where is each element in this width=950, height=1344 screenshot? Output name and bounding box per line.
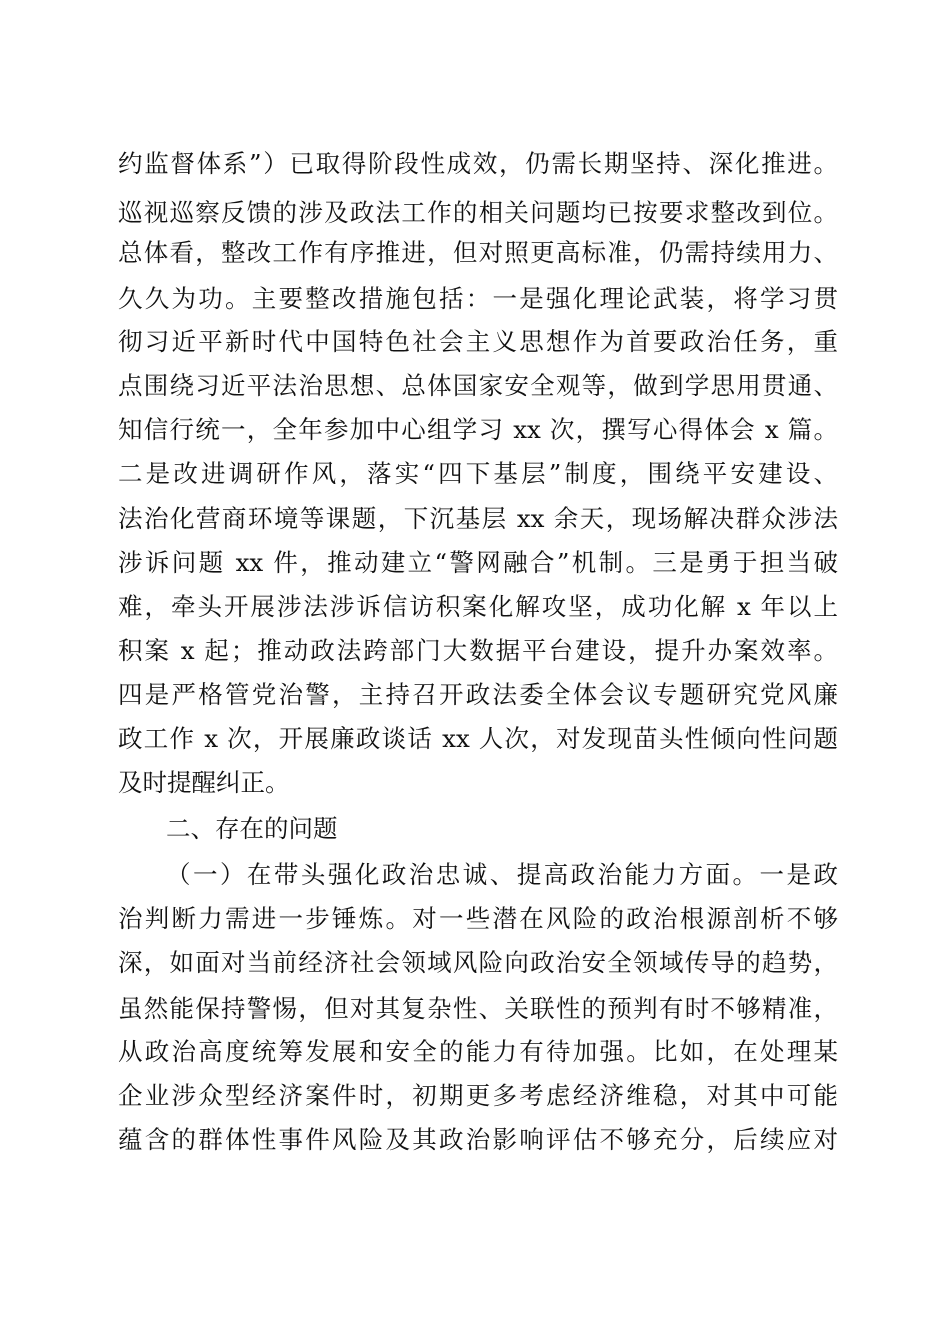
paragraph-line: 积案 x 起；推动政法跨部门大数据平台建设，提升办案效率。 [118,636,838,665]
paragraph-line: 难，牵头开展涉法涉诉信访积案化解攻坚，成功化解 x 年以上 [118,592,838,621]
paragraph-line: 总体看，整改工作有序推进，但对照更高标准，仍需持续用力、 [118,238,838,267]
paragraph-line: 及时提醒纠正。 [118,768,290,797]
paragraph-line: 知信行统一，全年参加中心组学习 xx 次，撰写心得体会 x 篇。 [118,415,838,444]
paragraph-line: 涉诉问题 xx 件，推动建立“警网融合”机制。三是勇于担当破 [118,548,838,577]
paragraph-line: 彻习近平新时代中国特色社会主义思想作为首要政治任务，重 [118,327,838,356]
paragraph-line: 点围绕习近平法治思想、总体国家安全观等，做到学思用贯通、 [118,371,838,400]
paragraph-line: 约监督体系”）已取得阶段性成效，仍需长期坚持、深化推进。 [118,149,838,178]
paragraph-line: （一）在带头强化政治忠诚、提高政治能力方面。一是政 [166,860,838,889]
paragraph-line: 四是严格管党治警，主持召开政法委全体会议专题研究党风廉 [118,680,838,709]
paragraph-line: 虽然能保持警惕，但对其复杂性、关联性的预判有时不够精准， [118,994,838,1023]
paragraph-line: 政工作 x 次，开展廉政谈话 xx 人次，对发现苗头性倾向性问题 [118,724,838,753]
paragraph-line: 久久为功。主要整改措施包括：一是强化理论武装，将学习贯 [118,284,838,313]
paragraph-line: 二是改进调研作风，落实“四下基层”制度，围绕平安建设、 [118,459,838,488]
paragraph-line: 深，如面对当前经济社会领域风险向政治安全领域传导的趋势， [118,948,838,977]
paragraph-line: 企业涉众型经济案件时，初期更多考虑经济维稳，对其中可能 [118,1081,838,1110]
paragraph-line: 从政治高度统筹发展和安全的能力有待加强。比如，在处理某 [118,1037,838,1066]
paragraph-line: 法治化营商环境等课题，下沉基层 xx 余天，现场解决群众涉法 [118,504,838,533]
section-heading: 二、存在的问题 [166,814,338,843]
paragraph-line: 治判断力需进一步锤炼。对一些潜在风险的政治根源剖析不够 [118,904,838,933]
paragraph-line: 蕴含的群体性事件风险及其政治影响评估不够充分，后续应对 [118,1125,838,1154]
paragraph-line: 巡视巡察反馈的涉及政法工作的相关问题均已按要求整改到位。 [118,198,838,227]
